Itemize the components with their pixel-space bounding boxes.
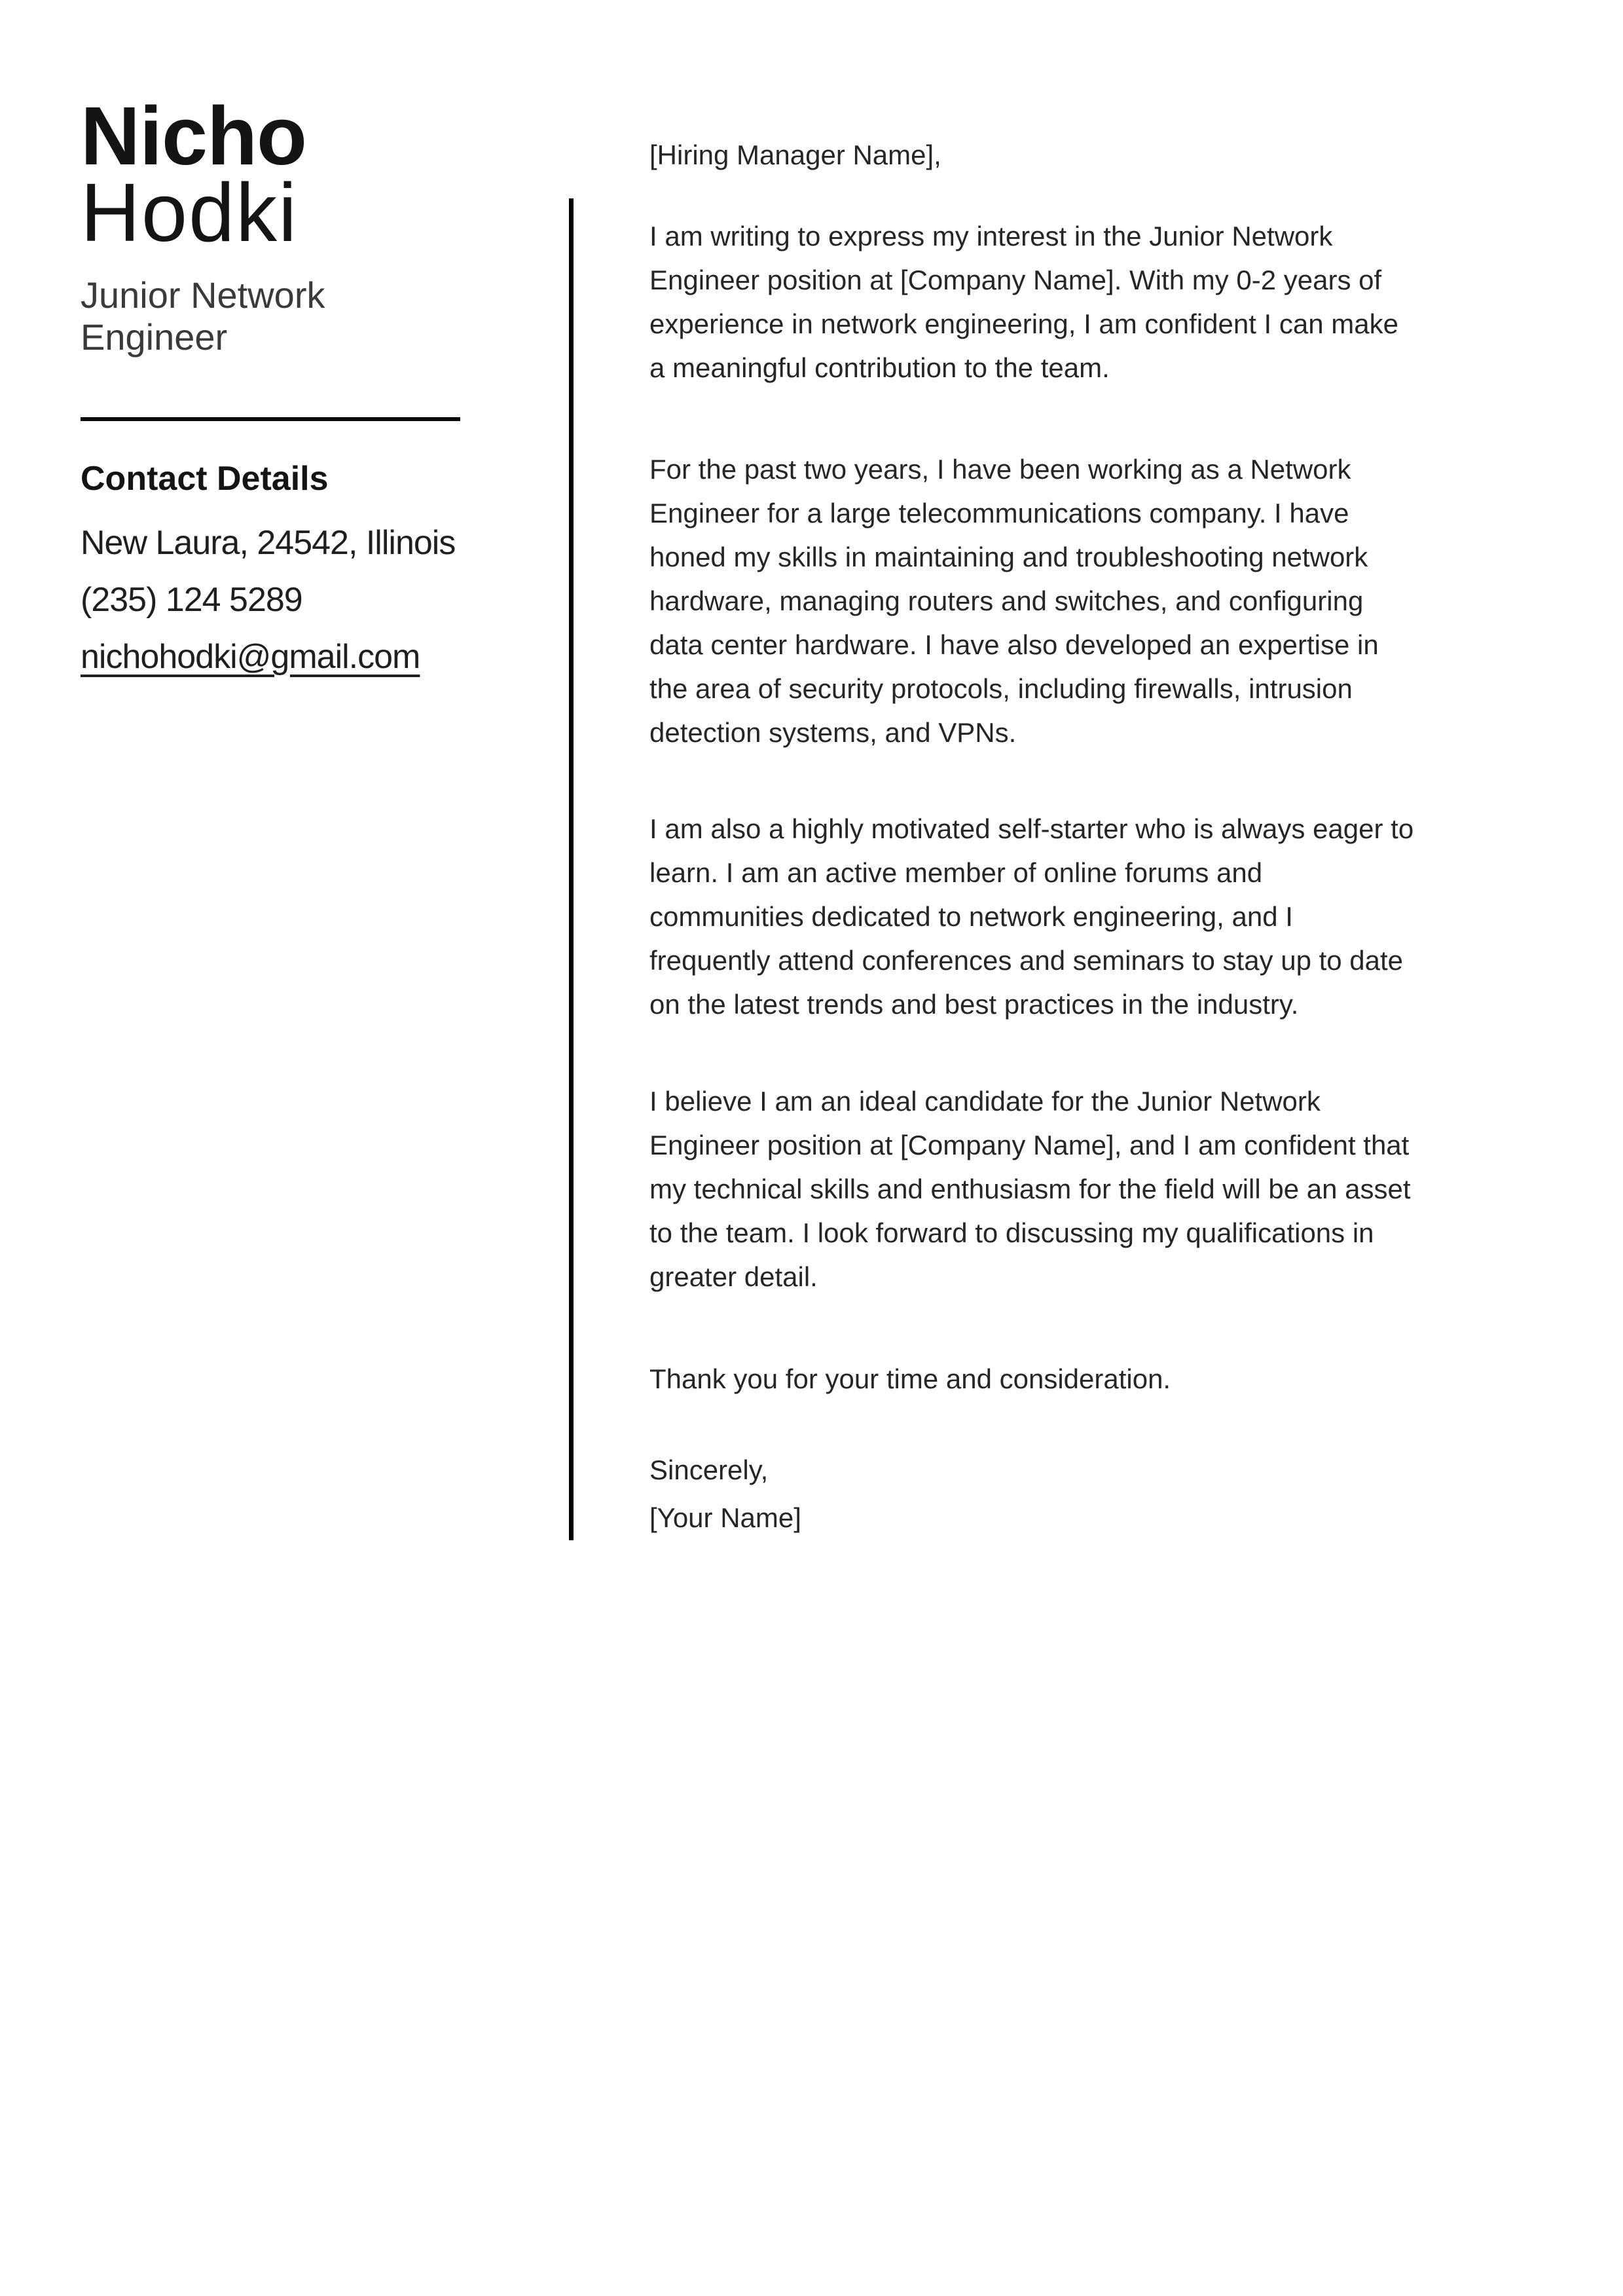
contact-phone: (235) 124 5289 (81, 581, 302, 619)
greeting-line: [Hiring Manager Name], (649, 139, 941, 170)
closing-signature: [Your Name] (649, 1502, 801, 1533)
paragraph-line: hardware, managing routers and switches, and configuring (649, 585, 1364, 616)
thanks (649, 1357, 1579, 1401)
paragraph-line: greater detail. (649, 1261, 818, 1292)
name-last: Hodki (81, 166, 299, 259)
contact-email-row (81, 636, 460, 678)
greeting (649, 133, 1579, 177)
paragraph-line: on the latest trends and best practices in the industry. (649, 989, 1299, 1020)
sidebar (81, 90, 460, 678)
thanks-line: Thank you for your time and consideration. (649, 1363, 1171, 1394)
paragraph-line: detection systems, and VPNs. (649, 717, 1017, 748)
paragraph-line: frequently attend conferences and seminars to stay up to date (649, 945, 1404, 976)
paragraph-line: Engineer position at [Company Name], and I am confident that (649, 1130, 1410, 1160)
paragraph-4 (649, 1079, 1579, 1299)
paragraph-line: I am also a highly motivated self-starter who is always eager to (649, 813, 1414, 844)
paragraph-line: learn. I am an active member of online forums and (649, 857, 1263, 888)
contact-details-heading: Contact Details (81, 460, 329, 498)
paragraph-line: a meaningful contribution to the team. (649, 352, 1110, 383)
letter-body (649, 133, 1579, 1542)
email-link[interactable]: nichohodki@gmail.com (81, 638, 420, 676)
paragraph-line: For the past two years, I have been working as a Network (649, 454, 1351, 485)
paragraph-line: data center hardware. I have also developed an expertise in (649, 629, 1379, 660)
paragraph-line: my technical skills and enthusiasm for the field will be an asset (649, 1174, 1411, 1204)
paragraph-1 (649, 214, 1579, 390)
contact-location: New Laura, 24542, Illinois (81, 524, 456, 562)
paragraph-line: I believe I am an ideal candidate for the Junior Network (649, 1086, 1321, 1117)
paragraph-line: honed my skills in maintaining and troubleshooting network (649, 542, 1368, 572)
paragraph-line: Engineer for a large telecommunications company. I have (649, 498, 1349, 528)
paragraph-line: communities dedicated to network engineering, and I (649, 901, 1293, 932)
closing-salutation: Sincerely, (649, 1454, 769, 1485)
paragraph-line: to the team. I look forward to discussing my qualifications in (649, 1217, 1374, 1248)
paragraph-line: Engineer position at [Company Name]. With my 0-2 years of (649, 265, 1382, 295)
paragraph-line: experience in network engineering, I am confident I can make (649, 308, 1398, 339)
sidebar-divider-rule (81, 417, 460, 421)
paragraph-2 (649, 447, 1579, 754)
name-first: Nicho (81, 90, 307, 182)
closing (649, 1446, 1579, 1542)
vertical-divider-line (569, 198, 574, 1540)
paragraph-line: I am writing to express my interest in the Junior Network (649, 221, 1333, 251)
job-title: Junior Network Engineer (81, 274, 325, 358)
paragraph-line: the area of security protocols, including firewalls, intrusion (649, 673, 1353, 704)
paragraph-3 (649, 807, 1579, 1026)
